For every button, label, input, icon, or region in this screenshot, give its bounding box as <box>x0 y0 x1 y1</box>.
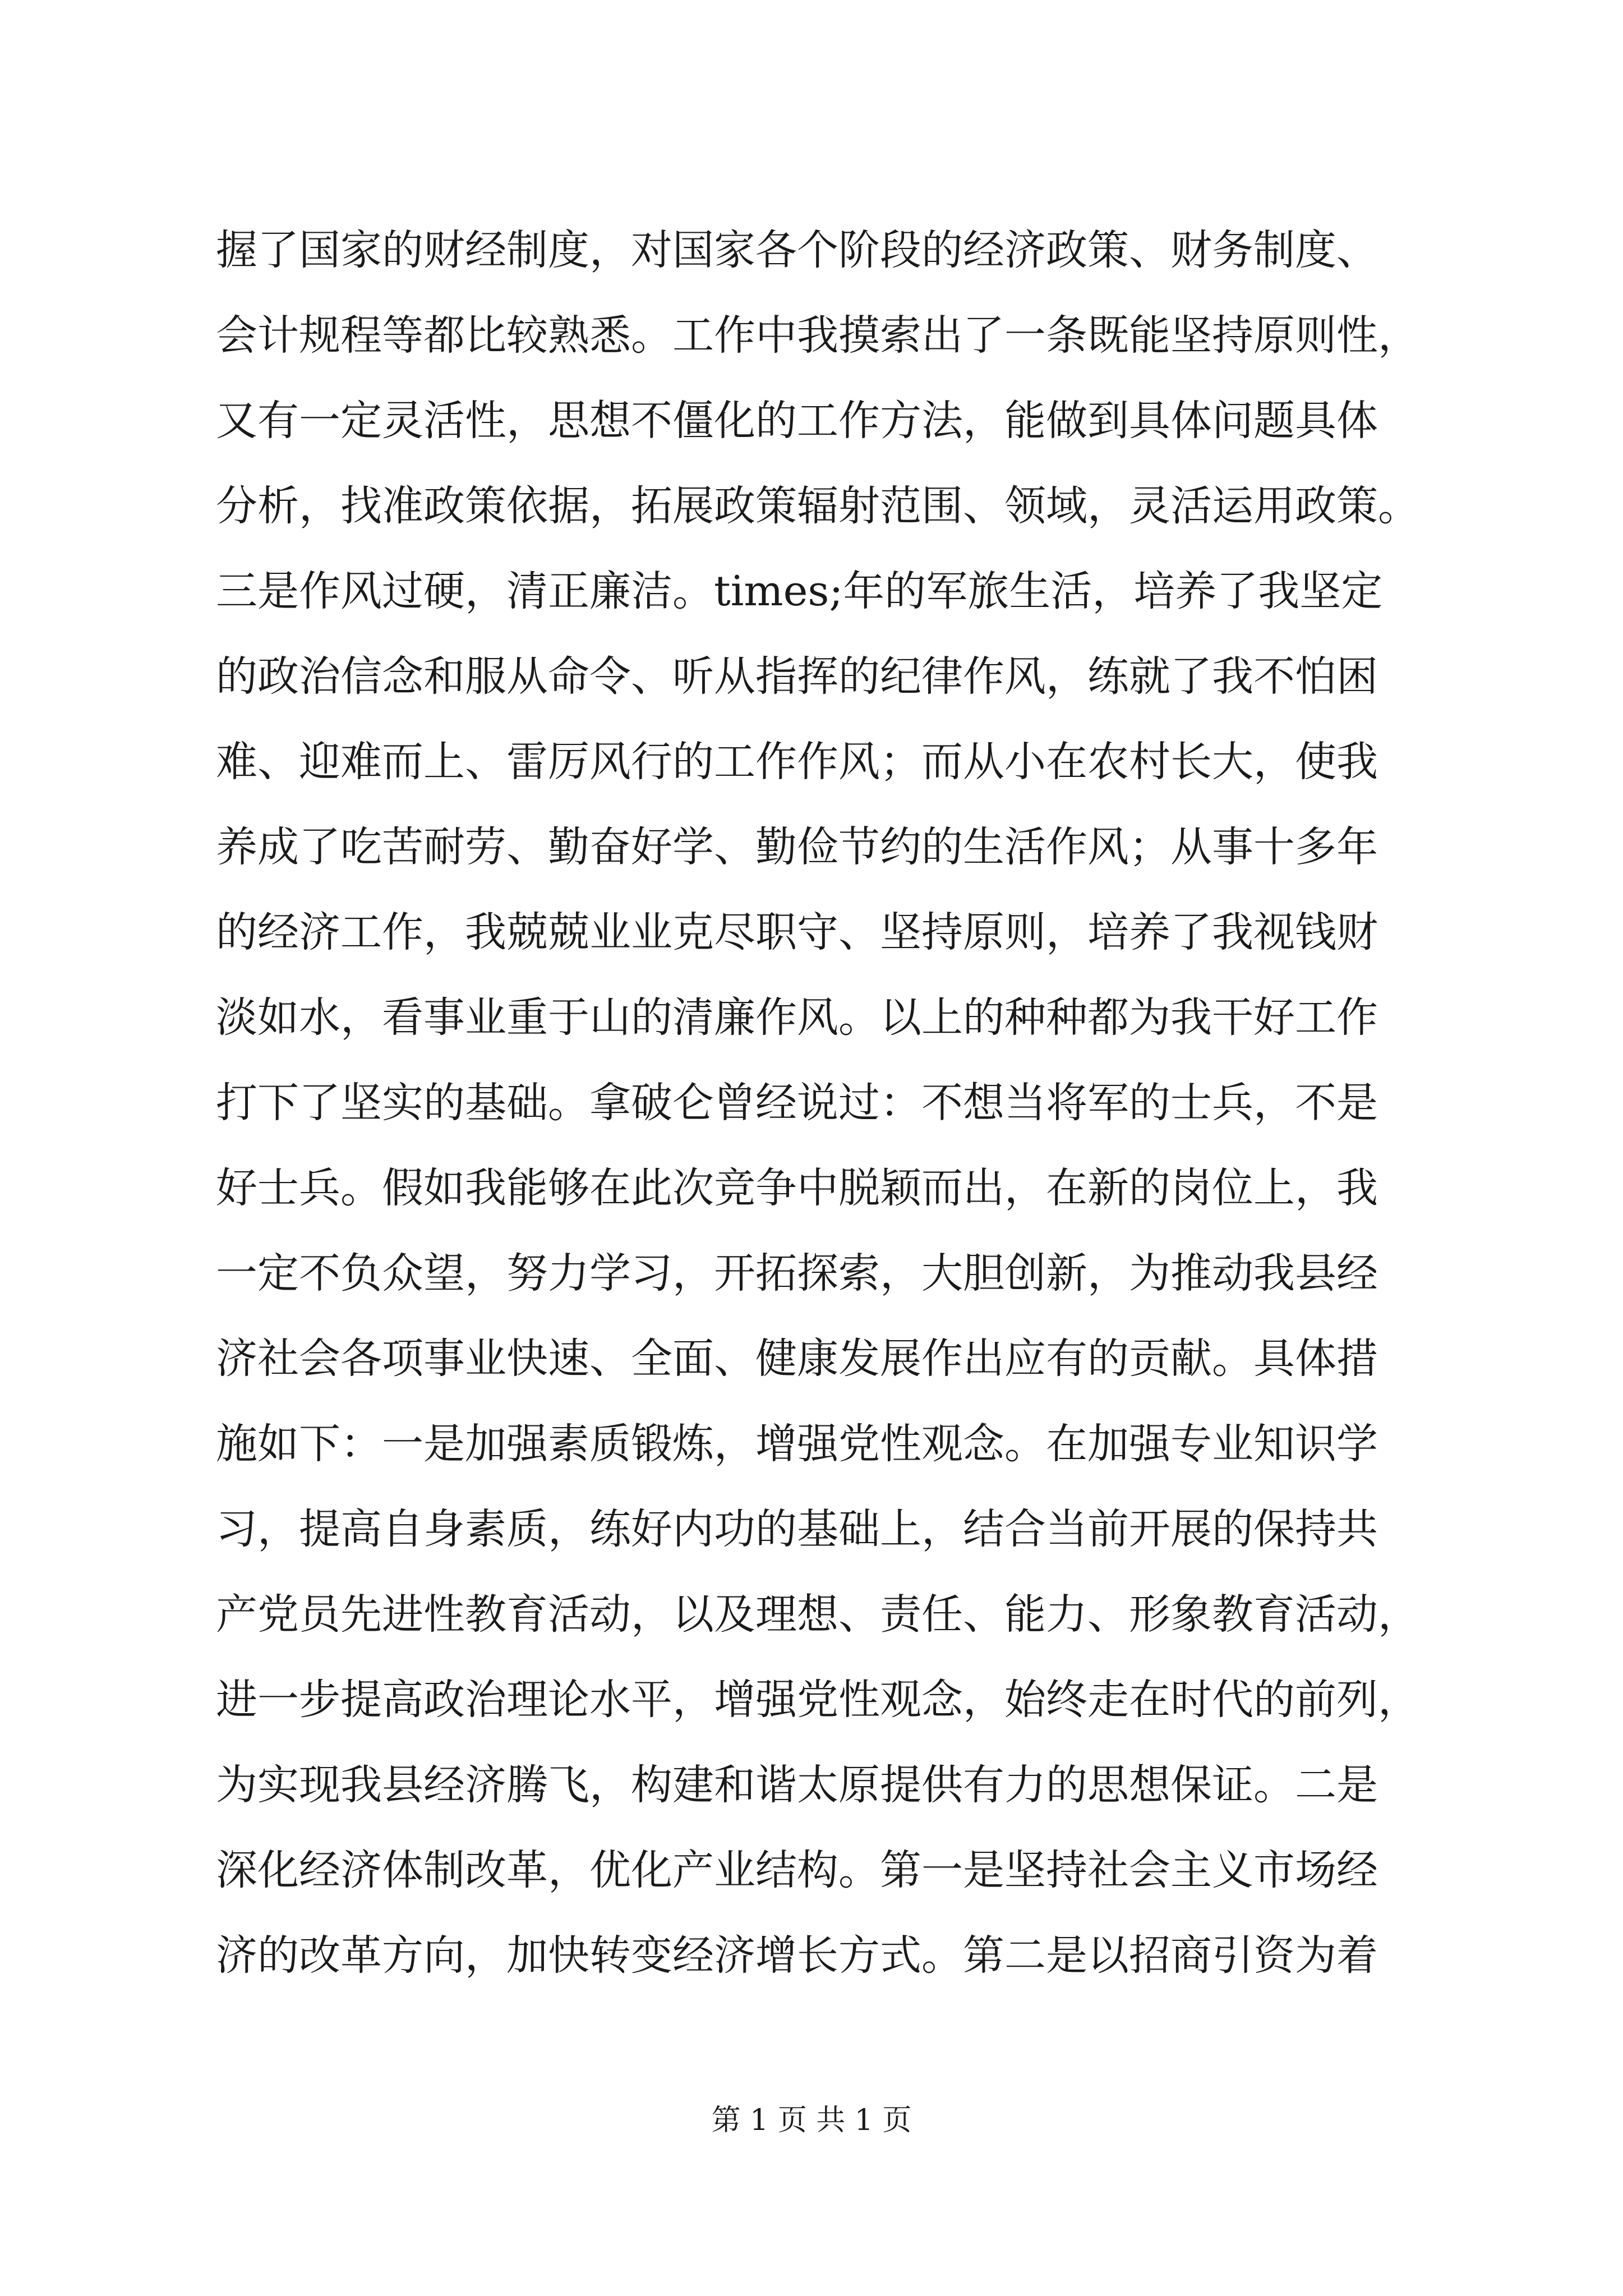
text-line: 难、迎难而上、雷厉风行的工作作风；而从小在农村长大，使我 <box>216 738 1378 786</box>
text-line: 好士兵。假如我能够在此次竞争中脱颖而出，在新的岗位上，我 <box>216 1164 1378 1212</box>
page-number: 第 1 页 共 1 页 <box>711 2104 912 2137</box>
text-line: 济社会各项事业快速、全面、健康发展作出应有的贡献。具体措 <box>216 1335 1378 1383</box>
text-line: 又有一定灵活性，思想不僵化的工作方法，能做到具体问题具体 <box>216 397 1378 445</box>
page-footer <box>0 2101 1623 2140</box>
text-line: 产党员先进性教育活动，以及理想、责任、能力、形象教育活动， <box>216 1590 1419 1639</box>
text-line: 施如下：一是加强素质锻炼，增强党性观念。在加强专业知识学 <box>216 1420 1378 1468</box>
text-line: 进一步提高政治理论水平，增强党性观念，始终走在时代的前列， <box>216 1676 1419 1724</box>
text-line: 为实现我县经济腾飞，构建和谐太原提供有力的思想保证。二是 <box>216 1761 1378 1809</box>
text-line: 深化经济体制改革，优化产业结构。第一是坚持社会主义市场经 <box>216 1846 1378 1894</box>
text-line: 养成了吃苦耐劳、勤奋好学、勤俭节约的生活作风；从事十多年 <box>216 823 1378 871</box>
text-line: 握了国家的财经制度，对国家各个阶段的经济政策、财务制度、 <box>216 226 1378 274</box>
text-line: 习，提高自身素质，练好内功的基础上，结合当前开展的保持共 <box>216 1505 1378 1553</box>
text-line: 的政治信念和服从命令、听从指挥的纪律作风，练就了我不怕困 <box>216 652 1378 701</box>
body-text <box>216 208 1450 1998</box>
text-line: 会计规程等都比较熟悉。工作中我摸索出了一条既能坚持原则性， <box>216 311 1419 360</box>
text-line: 打下了坚实的基础。拿破仑曾经说过：不想当将军的士兵，不是 <box>216 1079 1378 1127</box>
text-line: 一定不负众望，努力学习，开拓探索，大胆创新，为推动我县经 <box>216 1249 1378 1297</box>
text-line: 淡如水，看事业重于山的清廉作风。以上的种种都为我干好工作 <box>216 993 1378 1042</box>
text-line: 的经济工作，我兢兢业业克尽职守、坚持原则，培养了我视钱财 <box>216 908 1378 956</box>
text-line: 三是作风过硬，清正廉洁。times;年的军旅生活，培养了我坚定 <box>216 567 1383 615</box>
text-line: 分析，找准政策依据，拓展政策辐射范围、领域，灵活运用政策。 <box>216 482 1419 530</box>
text-line: 济的改革方向，加快转变经济增长方式。第二是以招商引资为着 <box>216 1931 1378 1980</box>
